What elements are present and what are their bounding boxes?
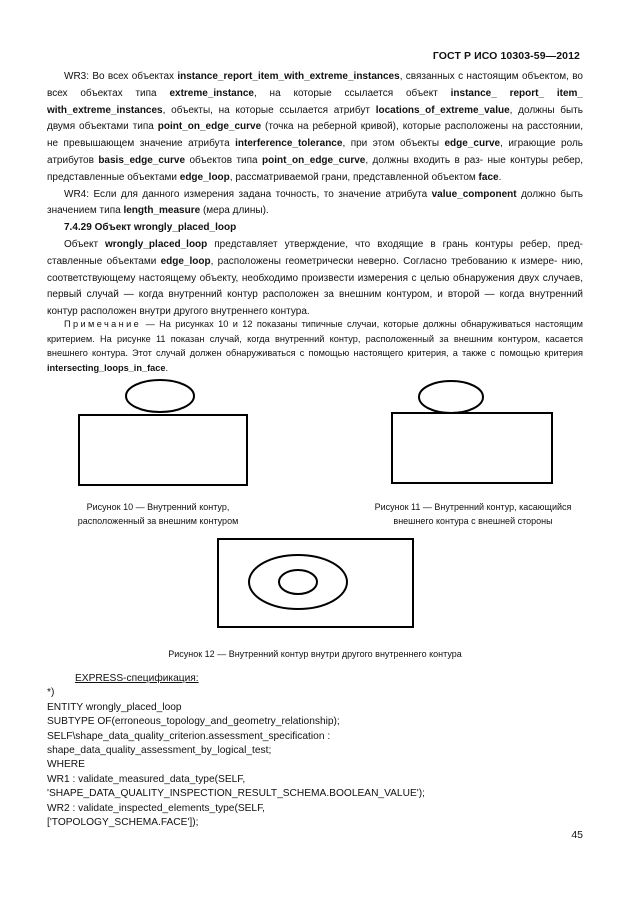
figure-11-diagram [383, 378, 573, 490]
paragraph-wr4: WR4: Если для данного измерения задана точность, то значение атрибута value_component должно быть значением типа length_measure (мера длины). [47, 188, 584, 217]
note-text: — На рисунках 10 и 12 показаны типичные случаи, которые должны обнаруживаться настоящим критерием. На рисунке 11 показан случай, когда внутренний контур, расположенный за внешним контуром, касается внешнего контура. Этот случай должен обнаруживаться с помощью настоящего критерия, а также с помощью критерия intersecting_loops_in_face. [47, 319, 583, 374]
inner-loop-ellipse [249, 555, 347, 609]
express-code [47, 686, 425, 830]
figure-11-caption: Рисунок 11 — Внутренний контур, касающийся внешнего контура с внешней стороны [374, 502, 572, 527]
paragraph-wr3: WR3: Во всех объектах instance_report_item_with_extreme_instances, связанных с настоящим объектом, во всех объектах типа extreme_instance, на которые ссылается объект instance_ report_ item_ with_extreme_instances, объекты, на которые ссылается атрибут locations_of_extreme_value, должны быть двумя объектами типа point_on_edge_curve (точка на реберной кривой), которые расположены на расстоянии, не превышающем значение атрибута interference_tolerance, при этом объекты edge_curve, играющие роль атрибутов basis_edge_curve объектов типа point_on_edge_curve, должны входить в раз- ные контуры ребер, представленные объектами edge_loop, рассматриваемой грани, представленной объектом face. [47, 71, 584, 183]
touching-loop-ellipse [419, 381, 483, 413]
section-heading: 7.4.29 Объект wrongly_placed_loop [64, 222, 237, 234]
express-code-line: WHERE [47, 759, 85, 771]
nested-loop-ellipse [279, 570, 317, 594]
figure-12-caption: Рисунок 12 — Внутренний контур внутри другого внутреннего контура [168, 649, 462, 659]
figure-10-caption: Рисунок 10 — Внутренний контур, расположенный за внешним контуром [77, 502, 239, 527]
paragraph-object-description: Объект wrongly_placed_loop представляет утверждение, что входящие в грань контуры ребер, пред- ставленные объектами edge_loop, расположены геометрически неверно. Согласно требованию к измере- нию, соответствующему настоящему объекту, необходимо произвести измерения с целью обнаружения двух случаев, первый случай — когда внутренний контур расположен за внешним контуром, и второй — когда внутренний контур расположен внутри другого внутреннего контура. [47, 238, 584, 318]
express-code-line: ['TOPOLOGY_SCHEMA.FACE']); [47, 817, 199, 829]
express-code-line: shape_data_quality_assessment_by_logical_test; [47, 745, 272, 757]
express-code-line: SUBTYPE OF(erroneous_topology_and_geometry_relationship); [47, 716, 340, 728]
express-code-line: *) [47, 687, 55, 699]
express-title: EXPRESS-спецификация: [75, 673, 199, 684]
figure-10-diagram [70, 378, 260, 490]
express-code-line: 'SHAPE_DATA_QUALITY_INSPECTION_RESULT_SCHEMA.BOOLEAN_VALUE'); [47, 788, 425, 800]
inner-loop-ellipse [126, 380, 194, 412]
note-label: Примечание [64, 319, 142, 329]
express-code-line: WR1 : validate_measured_data_type(SELF, [47, 773, 246, 785]
express-specification [47, 672, 425, 830]
note [47, 317, 583, 376]
express-code-line: WR2 : validate_inspected_elements_type(SELF, [47, 802, 266, 814]
document-header: ГОСТ Р ИСО 10303-59—2012 [432, 50, 580, 62]
body-text [47, 69, 583, 321]
figure-12-diagram [216, 537, 416, 629]
express-code-line: ENTITY wrongly_placed_loop [47, 701, 182, 713]
page-number: 45 [571, 829, 583, 841]
express-code-line: SELF\shape_data_quality_criterion.assessment_specification : [47, 730, 331, 742]
outer-loop-rect [392, 413, 552, 483]
outer-loop-rect [218, 539, 413, 627]
outer-loop-rect [79, 415, 247, 485]
